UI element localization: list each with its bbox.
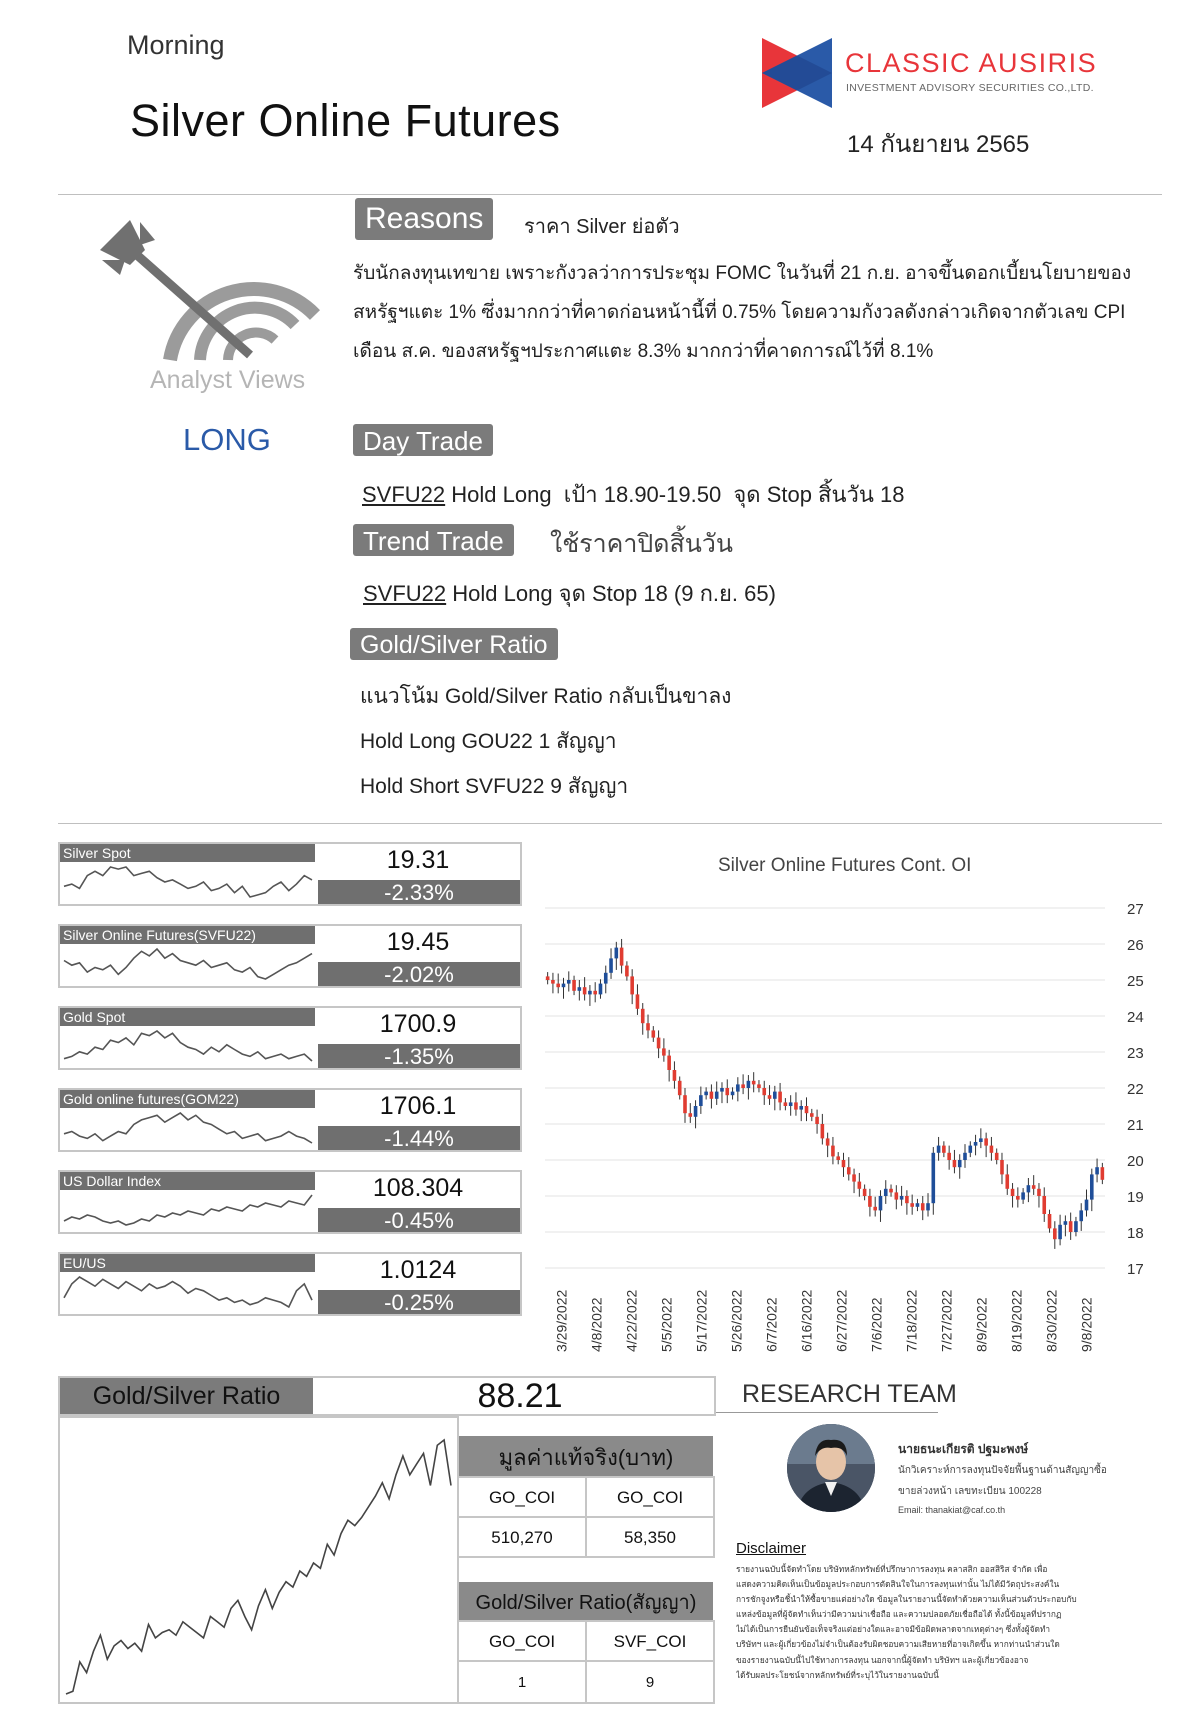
candle-body	[905, 1196, 909, 1203]
ratio-line: Hold Long GOU22 1 สัญญา	[360, 730, 617, 753]
ratio-contracts-header: GO_COI	[457, 1620, 587, 1662]
y-tick-label: 25	[1127, 973, 1144, 990]
x-tick-label: 5/5/2022	[658, 1297, 675, 1352]
candle-body	[704, 1092, 708, 1096]
x-tick-label: 5/26/2022	[728, 1289, 745, 1352]
x-tick-label: 6/27/2022	[833, 1289, 850, 1352]
candle-body	[1005, 1174, 1009, 1188]
ratio-tag: Gold/Silver Ratio	[350, 628, 558, 660]
candle-body	[863, 1189, 867, 1196]
y-tick-label: 26	[1127, 937, 1144, 954]
reasons-line: เดือน ส.ค. ของสหรัฐฯประกาศแตะ 8.3% มากกว่าที่คาดการณ์ไว้ที่ 8.1%	[353, 341, 934, 362]
candle-body	[678, 1081, 682, 1095]
report-date: 14 กันยายน 2565	[847, 131, 1030, 158]
trend-trade-symbol: SVFU22	[363, 581, 447, 606]
market-value: 1706.1	[379, 1092, 457, 1120]
candle-body	[963, 1153, 967, 1160]
trend-trade-signal	[363, 576, 776, 611]
candle-body	[1064, 1221, 1068, 1225]
candle-body	[699, 1095, 703, 1106]
candle-body	[625, 966, 629, 977]
analyst-email: Email: thanakiat@caf.co.th	[898, 1505, 1006, 1515]
candle-body	[1069, 1221, 1073, 1232]
candle-body	[784, 1102, 788, 1106]
research-team-underline	[716, 1412, 938, 1413]
ratio-sparkline	[60, 1418, 457, 1702]
x-tick-label: 7/6/2022	[868, 1297, 885, 1352]
candle-body	[583, 987, 587, 994]
candle-body	[910, 1203, 914, 1207]
candle-body	[546, 976, 550, 980]
x-tick-label: 8/9/2022	[973, 1297, 990, 1352]
trend-trade-note: ใช้ราคาปิดสิ้นวัน	[550, 530, 733, 558]
real-value-header: GO_COI	[457, 1476, 587, 1518]
candle-body	[588, 991, 592, 995]
y-tick-label: 20	[1127, 1153, 1144, 1170]
x-tick-label: 4/22/2022	[623, 1289, 640, 1352]
market-value: 19.45	[386, 928, 450, 956]
y-tick-label: 22	[1127, 1081, 1144, 1098]
ratio-contracts-cell: 1	[457, 1660, 587, 1704]
ratio-spark-line	[66, 1440, 451, 1694]
candle-body	[662, 1048, 666, 1055]
candle-body	[805, 1106, 809, 1113]
candle-body	[757, 1084, 761, 1088]
candle-body	[926, 1203, 930, 1210]
analyst-role: นักวิเคราะห์การลงทุนปัจจัยพื้นฐานด้านสัญญาซื้อ	[898, 1465, 1107, 1476]
candle-body	[789, 1102, 793, 1106]
candle-body	[609, 958, 613, 972]
market-change: -0.45%	[318, 1208, 520, 1232]
market-spark-line	[64, 1113, 312, 1143]
y-tick-label: 27	[1127, 901, 1144, 918]
company-name: CLASSIC AUSIRIS	[845, 48, 1098, 78]
market-sparkline	[62, 945, 314, 985]
market-sparkline	[62, 1027, 314, 1067]
candle-body	[1000, 1160, 1004, 1174]
candle-body	[1058, 1225, 1062, 1239]
candle-body	[551, 980, 555, 984]
candle-body	[916, 1203, 920, 1207]
candle-body	[599, 984, 603, 995]
real-value-title: มูลค่าแท้จริง(บาท)	[459, 1436, 713, 1478]
x-tick-label: 9/8/2022	[1078, 1297, 1095, 1352]
candle-body	[794, 1102, 798, 1109]
candle-body	[720, 1088, 724, 1092]
day-trade-symbol: SVFU22	[362, 482, 446, 507]
candle-body	[884, 1189, 888, 1196]
oi-candlestick-chart	[525, 880, 1165, 1360]
candle-body	[1048, 1214, 1052, 1228]
market-sparkline	[62, 1273, 314, 1313]
candle-body	[620, 948, 624, 966]
y-tick-label: 17	[1127, 1261, 1144, 1278]
disclaimer-line: บริษัทฯ และผู้เกี่ยวข้องไม่จำเป็นต้องรับผิดชอบความเสียหายที่อาจเกิดขึ้น หากท่านนำส่วนใด	[736, 1639, 1060, 1650]
disclaimer-body	[736, 1562, 1096, 1683]
reasons-line: สหรัฐฯแตะ 1% ซึ่งมากกว่าที่คาดก่อนหน้านี้ที่ 0.75% โดยความกังวลดังกล่าวเกิดจากตัวเลข CPI	[353, 302, 1126, 323]
session-label: Morning	[127, 30, 225, 60]
market-value: 1700.9	[379, 1010, 457, 1038]
candle-body	[1053, 1228, 1057, 1239]
candle-body	[572, 980, 576, 991]
candle-body	[799, 1106, 803, 1110]
market-value: 108.304	[372, 1174, 464, 1202]
candle-body	[752, 1081, 756, 1085]
candle-body	[741, 1084, 745, 1088]
candle-body	[710, 1092, 714, 1099]
person-icon	[787, 1424, 875, 1512]
candle-body	[604, 973, 608, 984]
candle-body	[1095, 1167, 1099, 1174]
disclaimer-line: การชักจูงหรือชี้นำให้ซื้อขายแต่อย่างใด ข้อมูลในรายงานนี้จัดทำด้วยความเห็นส่วนตัวประกอบกับ	[736, 1594, 1077, 1605]
candle-body	[768, 1095, 772, 1099]
candle-body	[773, 1092, 777, 1099]
candle-body	[942, 1146, 946, 1153]
candle-body	[968, 1146, 972, 1153]
candle-body	[646, 1023, 650, 1030]
stance-label: LONG	[183, 422, 271, 457]
candle-body	[762, 1088, 766, 1095]
ratio-contracts-header: SVF_COI	[585, 1620, 715, 1662]
company-logo-icon	[762, 38, 832, 108]
candle-body	[567, 980, 571, 984]
candle-body	[1016, 1196, 1020, 1200]
candle-body	[1021, 1192, 1025, 1199]
candle-body	[747, 1081, 751, 1088]
ratio-contracts-cell: 9	[585, 1660, 715, 1704]
candle-body	[879, 1196, 883, 1210]
candle-body	[995, 1153, 999, 1160]
market-sparkline	[62, 1109, 314, 1149]
market-name: Silver Spot	[60, 844, 315, 862]
ratio-contracts-title: Gold/Silver Ratio(สัญญา)	[459, 1582, 713, 1622]
x-tick-label: 6/16/2022	[798, 1289, 815, 1352]
candle-body	[858, 1182, 862, 1189]
candle-body	[1074, 1221, 1078, 1232]
candle-body	[615, 948, 619, 959]
candle-body	[873, 1207, 877, 1211]
candle-body	[947, 1153, 951, 1160]
candle-body	[673, 1070, 677, 1081]
y-tick-label: 21	[1127, 1117, 1144, 1134]
candle-body	[984, 1138, 988, 1145]
analyst-views-caption: Analyst Views	[150, 366, 306, 394]
day-trade-text: Hold Long เป้า 18.90-19.50 จุด Stop สิ้นวัน 18	[445, 482, 905, 507]
ratio-box-label: Gold/Silver Ratio	[60, 1378, 313, 1414]
candle-body	[652, 1030, 656, 1037]
candle-body	[1042, 1196, 1046, 1214]
oi-chart-title: Silver Online Futures Cont. OI	[718, 855, 972, 876]
candle-body	[889, 1189, 893, 1193]
x-tick-label: 8/30/2022	[1043, 1289, 1060, 1352]
market-spark-line	[64, 949, 312, 979]
candle-body	[836, 1156, 840, 1160]
disclaimer-line: ของรายงานฉบับนี้ไปใช้ทางการลงทุน นอกจากนี้ผู้จัดทำ บริษัทฯ และผู้เกี่ยวข้องอาจ	[736, 1654, 1029, 1665]
candle-body	[1032, 1185, 1036, 1189]
candle-body	[715, 1092, 719, 1099]
reasons-line: รับนักลงทุนเทขาย เพราะกังวลว่าการประชุม FOMC ในวันที่ 21 ก.ย. อาจขึ้นดอกเบี้ยนโยบายของ	[353, 263, 1132, 284]
header-divider	[58, 194, 1162, 195]
candle-body	[958, 1160, 962, 1167]
y-tick-label: 19	[1127, 1189, 1144, 1206]
candle-body	[815, 1117, 819, 1124]
disclaimer-line: รายงานฉบับนี้จัดทำโดย บริษัทหลักทรัพย์ที่ปรึกษาการลงทุน คลาสสิก ออสสิริส จำกัด เพื่อ	[736, 1564, 1048, 1574]
trend-trade-tag: Trend Trade	[353, 524, 514, 556]
candle-body	[1027, 1185, 1031, 1192]
market-spark-line	[64, 1277, 312, 1307]
section-divider	[58, 823, 1162, 824]
candle-body	[593, 991, 597, 995]
candle-body	[667, 1056, 671, 1070]
candle-body	[932, 1153, 936, 1203]
x-tick-label: 7/27/2022	[938, 1289, 955, 1352]
candle-body	[1090, 1174, 1094, 1199]
market-value: 19.31	[386, 846, 450, 874]
candle-body	[683, 1095, 687, 1113]
x-tick-label: 7/18/2022	[903, 1289, 920, 1352]
analyst-license: ขายล่วงหน้า เลขทะเบียน 100228	[898, 1486, 1042, 1497]
y-tick-label: 23	[1127, 1045, 1144, 1062]
candle-body	[826, 1138, 830, 1145]
ratio-box-value: 88.21	[477, 1377, 563, 1415]
disclaimer-line: ไม่ได้เป็นการยืนยันข้อเท็จจริงแต่อย่างใดและอาจมีข้อผิดพลาดจากเหตุต่างๆ ซึ่งทั้งผู้จัดทำ	[736, 1624, 1051, 1635]
analyst-name: นายธนะเกียรติ ปฐมะพงษ์	[898, 1442, 1029, 1456]
candle-body	[778, 1092, 782, 1103]
company-subtitle: INVESTMENT ADVISORY SECURITIES CO.,LTD.	[846, 82, 1094, 94]
disclaimer-line: แสดงความคิดเห็นเป็นข้อมูลประกอบการตัดสินใจในการลงทุนเท่านั้น ไม่ได้มีวัตถุประสงค์ใน	[736, 1579, 1060, 1590]
x-tick-label: 6/7/2022	[763, 1297, 780, 1352]
candle-body	[736, 1084, 740, 1091]
candle-body	[1101, 1167, 1105, 1180]
candle-body	[821, 1124, 825, 1138]
candle-body	[831, 1146, 835, 1157]
trend-trade-text: Hold Long จุด Stop 18 (9 ก.ย. 65)	[446, 581, 776, 606]
disclaimer-line: แหล่งข้อมูลที่ผู้จัดทำเห็นว่ามีความน่าเชื่อถือ และความปลอดภัยเชื่อถือได้ ทั้งนี้ข้อมูลที่ปรากฏ	[736, 1609, 1062, 1620]
x-tick-label: 3/29/2022	[553, 1289, 570, 1352]
real-value-cell: 58,350	[585, 1516, 715, 1558]
analyst-avatar	[787, 1424, 875, 1512]
y-tick-label: 24	[1127, 1009, 1144, 1026]
reasons-headline: ราคา Silver ย่อตัว	[524, 216, 680, 238]
market-change: -2.33%	[318, 880, 520, 904]
disclaimer-line: ได้รับผลประโยชน์จากหลักทรัพย์ที่ระบุไว้ในรายงานฉบับนี้	[736, 1669, 939, 1680]
candle-body	[562, 984, 566, 988]
market-name: Gold Spot	[60, 1008, 315, 1026]
candle-body	[1037, 1189, 1041, 1196]
ratio-line: Hold Short SVFU22 9 สัญญา	[360, 775, 629, 798]
candle-body	[630, 976, 634, 994]
market-spark-line	[64, 867, 312, 897]
candle-body	[1079, 1210, 1083, 1221]
market-sparkline	[62, 863, 314, 903]
y-tick-label: 18	[1127, 1225, 1144, 1242]
candle-body	[974, 1142, 978, 1146]
market-name: EU/US	[60, 1254, 315, 1272]
day-trade-signal	[362, 477, 905, 512]
candle-body	[937, 1146, 941, 1153]
reasons-tag: Reasons	[355, 198, 493, 240]
market-change: -2.02%	[318, 962, 520, 986]
market-spark-line	[64, 1195, 312, 1225]
candle-body	[688, 1113, 692, 1117]
x-tick-label: 8/19/2022	[1008, 1289, 1025, 1352]
candle-body	[852, 1174, 856, 1181]
target-arrow-icon	[100, 220, 320, 370]
candle-body	[657, 1038, 661, 1049]
candle-body	[990, 1146, 994, 1153]
real-value-cell: 510,270	[457, 1516, 587, 1558]
candle-body	[847, 1167, 851, 1174]
day-trade-tag: Day Trade	[353, 424, 493, 456]
candle-body	[842, 1160, 846, 1167]
market-name: Silver Online Futures(SVFU22)	[60, 926, 315, 944]
market-change: -0.25%	[318, 1290, 520, 1314]
market-change: -1.44%	[318, 1126, 520, 1150]
market-spark-line	[64, 1031, 312, 1061]
candle-body	[979, 1138, 983, 1142]
market-value: 1.0124	[379, 1256, 457, 1284]
market-name: US Dollar Index	[60, 1172, 315, 1190]
candle-body	[953, 1160, 957, 1167]
market-change: -1.35%	[318, 1044, 520, 1068]
candle-body	[900, 1196, 904, 1200]
x-tick-label: 5/17/2022	[693, 1289, 710, 1352]
candle-body	[1011, 1189, 1015, 1196]
candle-body	[921, 1203, 925, 1210]
candle-body	[868, 1196, 872, 1207]
disclaimer-title: Disclaimer	[736, 1540, 807, 1557]
candle-body	[895, 1192, 899, 1199]
candle-body	[694, 1106, 698, 1117]
candle-body	[578, 987, 582, 991]
real-value-header: GO_COI	[585, 1476, 715, 1518]
candle-body	[641, 1009, 645, 1023]
page-title: Silver Online Futures	[130, 95, 561, 146]
candle-body	[1085, 1200, 1089, 1211]
candle-body	[636, 994, 640, 1008]
candle-body	[725, 1088, 729, 1095]
candle-body	[556, 984, 560, 988]
candle-body	[731, 1092, 735, 1096]
candle-body	[810, 1113, 814, 1117]
ratio-line: แนวโน้ม Gold/Silver Ratio กลับเป็นขาลง	[360, 685, 732, 708]
x-tick-label: 4/8/2022	[588, 1297, 605, 1352]
research-team-title: RESEARCH TEAM	[742, 1380, 957, 1408]
market-sparkline	[62, 1191, 314, 1231]
market-name: Gold online futures(GOM22)	[60, 1090, 315, 1108]
